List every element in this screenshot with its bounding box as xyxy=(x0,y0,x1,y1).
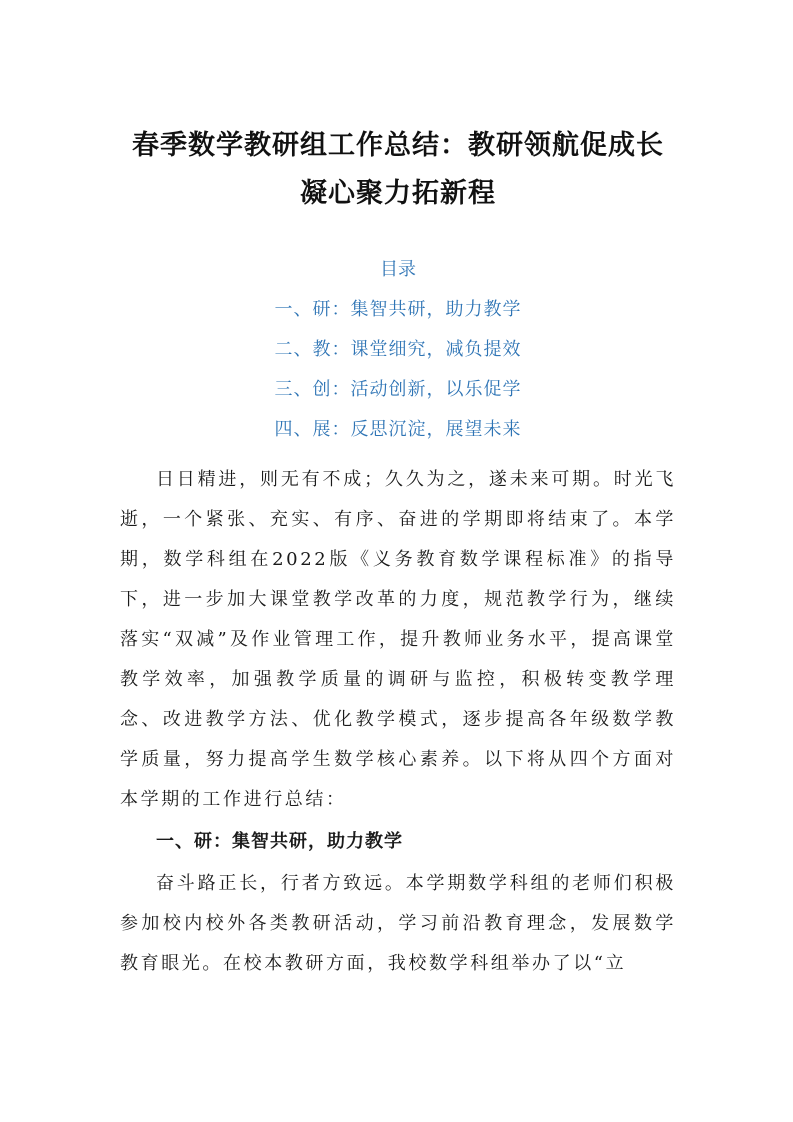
toc-heading: 目录 xyxy=(380,259,416,280)
section-1-heading: 一、研：集智共研，助力教学 xyxy=(156,831,403,852)
toc-item-1[interactable]: 一、研：集智共研，助力教学 xyxy=(274,299,522,320)
toc-item-3[interactable]: 三、创：活动创新，以乐促学 xyxy=(274,379,522,400)
table-of-contents xyxy=(120,250,676,450)
section-1-paragraph: 奋斗路正长，行者方致远。本学期数学科组的老师们积极参加校内校外各类教研活动，学习前沿教育理念，发展数学教育眼光。在校本教研方面，我校数学科组举办了以“立 xyxy=(120,873,676,974)
toc-item-4[interactable]: 四、展：反思沉淀，展望未来 xyxy=(274,419,522,440)
document-body xyxy=(120,460,676,984)
intro-paragraph: 日日精进，则无有不成；久久为之，遂未来可期。时光飞逝，一个紧张、充实、有序、奋进的学期即将结束了。本学期，数学科组在2022版《义务教育数学课程标准》的指导下，进一步加大课堂教学改革的力度，规范教学行为，继续落实“双减”及作业管理工作，提升教师业务水平，提高课堂教学效率，加强教学质量的调研与监控，积极转变教学理念、改进教学方法、优化教学模式，逐步提高各年级数学教学质量，努力提高学生数学核心素养。以下将从四个方面对本学期的工作进行总结： xyxy=(120,469,676,810)
toc-list xyxy=(120,290,676,450)
document-title xyxy=(116,122,680,218)
toc-item-2[interactable]: 二、教：课堂细究，减负提效 xyxy=(274,339,522,360)
title-line-1: 春季数学教研组工作总结：教研领航促成长 xyxy=(132,130,664,161)
title-line-2: 凝心聚力拓新程 xyxy=(300,178,496,209)
